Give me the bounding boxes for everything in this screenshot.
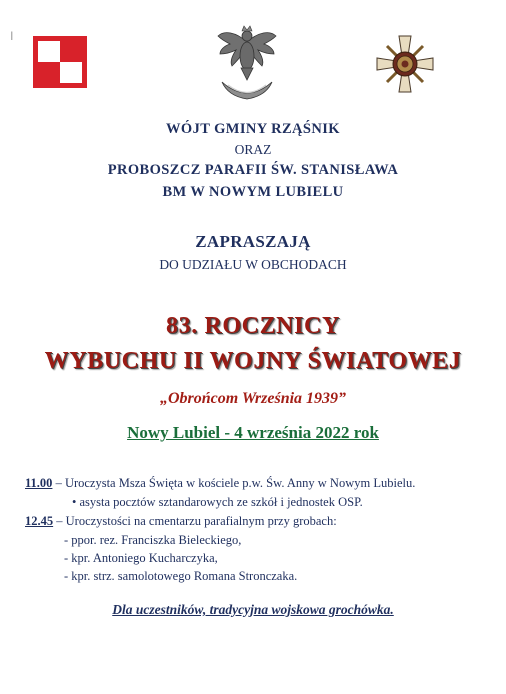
program-item-1-sub: • asysta pocztów sztandarowych ze szkół i jednostek OSP.: [72, 495, 363, 509]
program-item-2-text: – Uroczystości na cmentarzu parafialnym przy grobach:: [53, 514, 337, 528]
program-item-1-time: 11.00: [25, 476, 53, 490]
corner-mark: |: [11, 30, 13, 40]
program-item-2-sub-3: - kpr. strz. samolotowego Romana Stronczaka.: [64, 569, 298, 583]
program-item-2-time: 12.45: [25, 514, 54, 528]
title-subtitle: „Obrońcom Września 1939”: [159, 390, 347, 407]
program-item-2: [25, 514, 337, 529]
invite-heading: ZAPRASZAJĄ: [195, 232, 311, 251]
polish-army-eagle-icon: [214, 22, 280, 102]
host-line-3: PROBOSZCZ PARAFII ŚW. STANISŁAWA: [107, 162, 399, 178]
air-force-checkerboard-icon: [33, 36, 87, 88]
program-item-1-text: – Uroczysta Msza Święta w kościele p.w. Św. Anny w Nowym Lubielu.: [52, 476, 416, 490]
host-line-1: WÓJT GMINY RZĄŚNIK: [166, 121, 340, 137]
program-item-2-sub-1: - ppor. rez. Franciszka Bieleckiego,: [64, 533, 242, 547]
host-line-2: ORAZ: [234, 142, 272, 157]
place-date: Nowy Lubiel - 4 września 2022 rok: [127, 423, 379, 442]
program-item-1: [25, 476, 415, 491]
title-line-2: WYBUCHU II WOJNY ŚWIATOWEJ: [44, 348, 462, 374]
military-cross-badge-icon: [375, 34, 435, 94]
invite-subheading: DO UDZIAŁU W OBCHODACH: [159, 257, 347, 272]
program-item-2-sub-2: - kpr. Antoniego Kucharczyka,: [64, 551, 218, 565]
host-line-4: BM W NOWYM LUBIELU: [162, 184, 344, 200]
footer-note: Dla uczestników, tradycyjna wojskowa grochówka.: [112, 602, 394, 617]
title-line-1: 83. ROCZNICY: [166, 313, 340, 339]
